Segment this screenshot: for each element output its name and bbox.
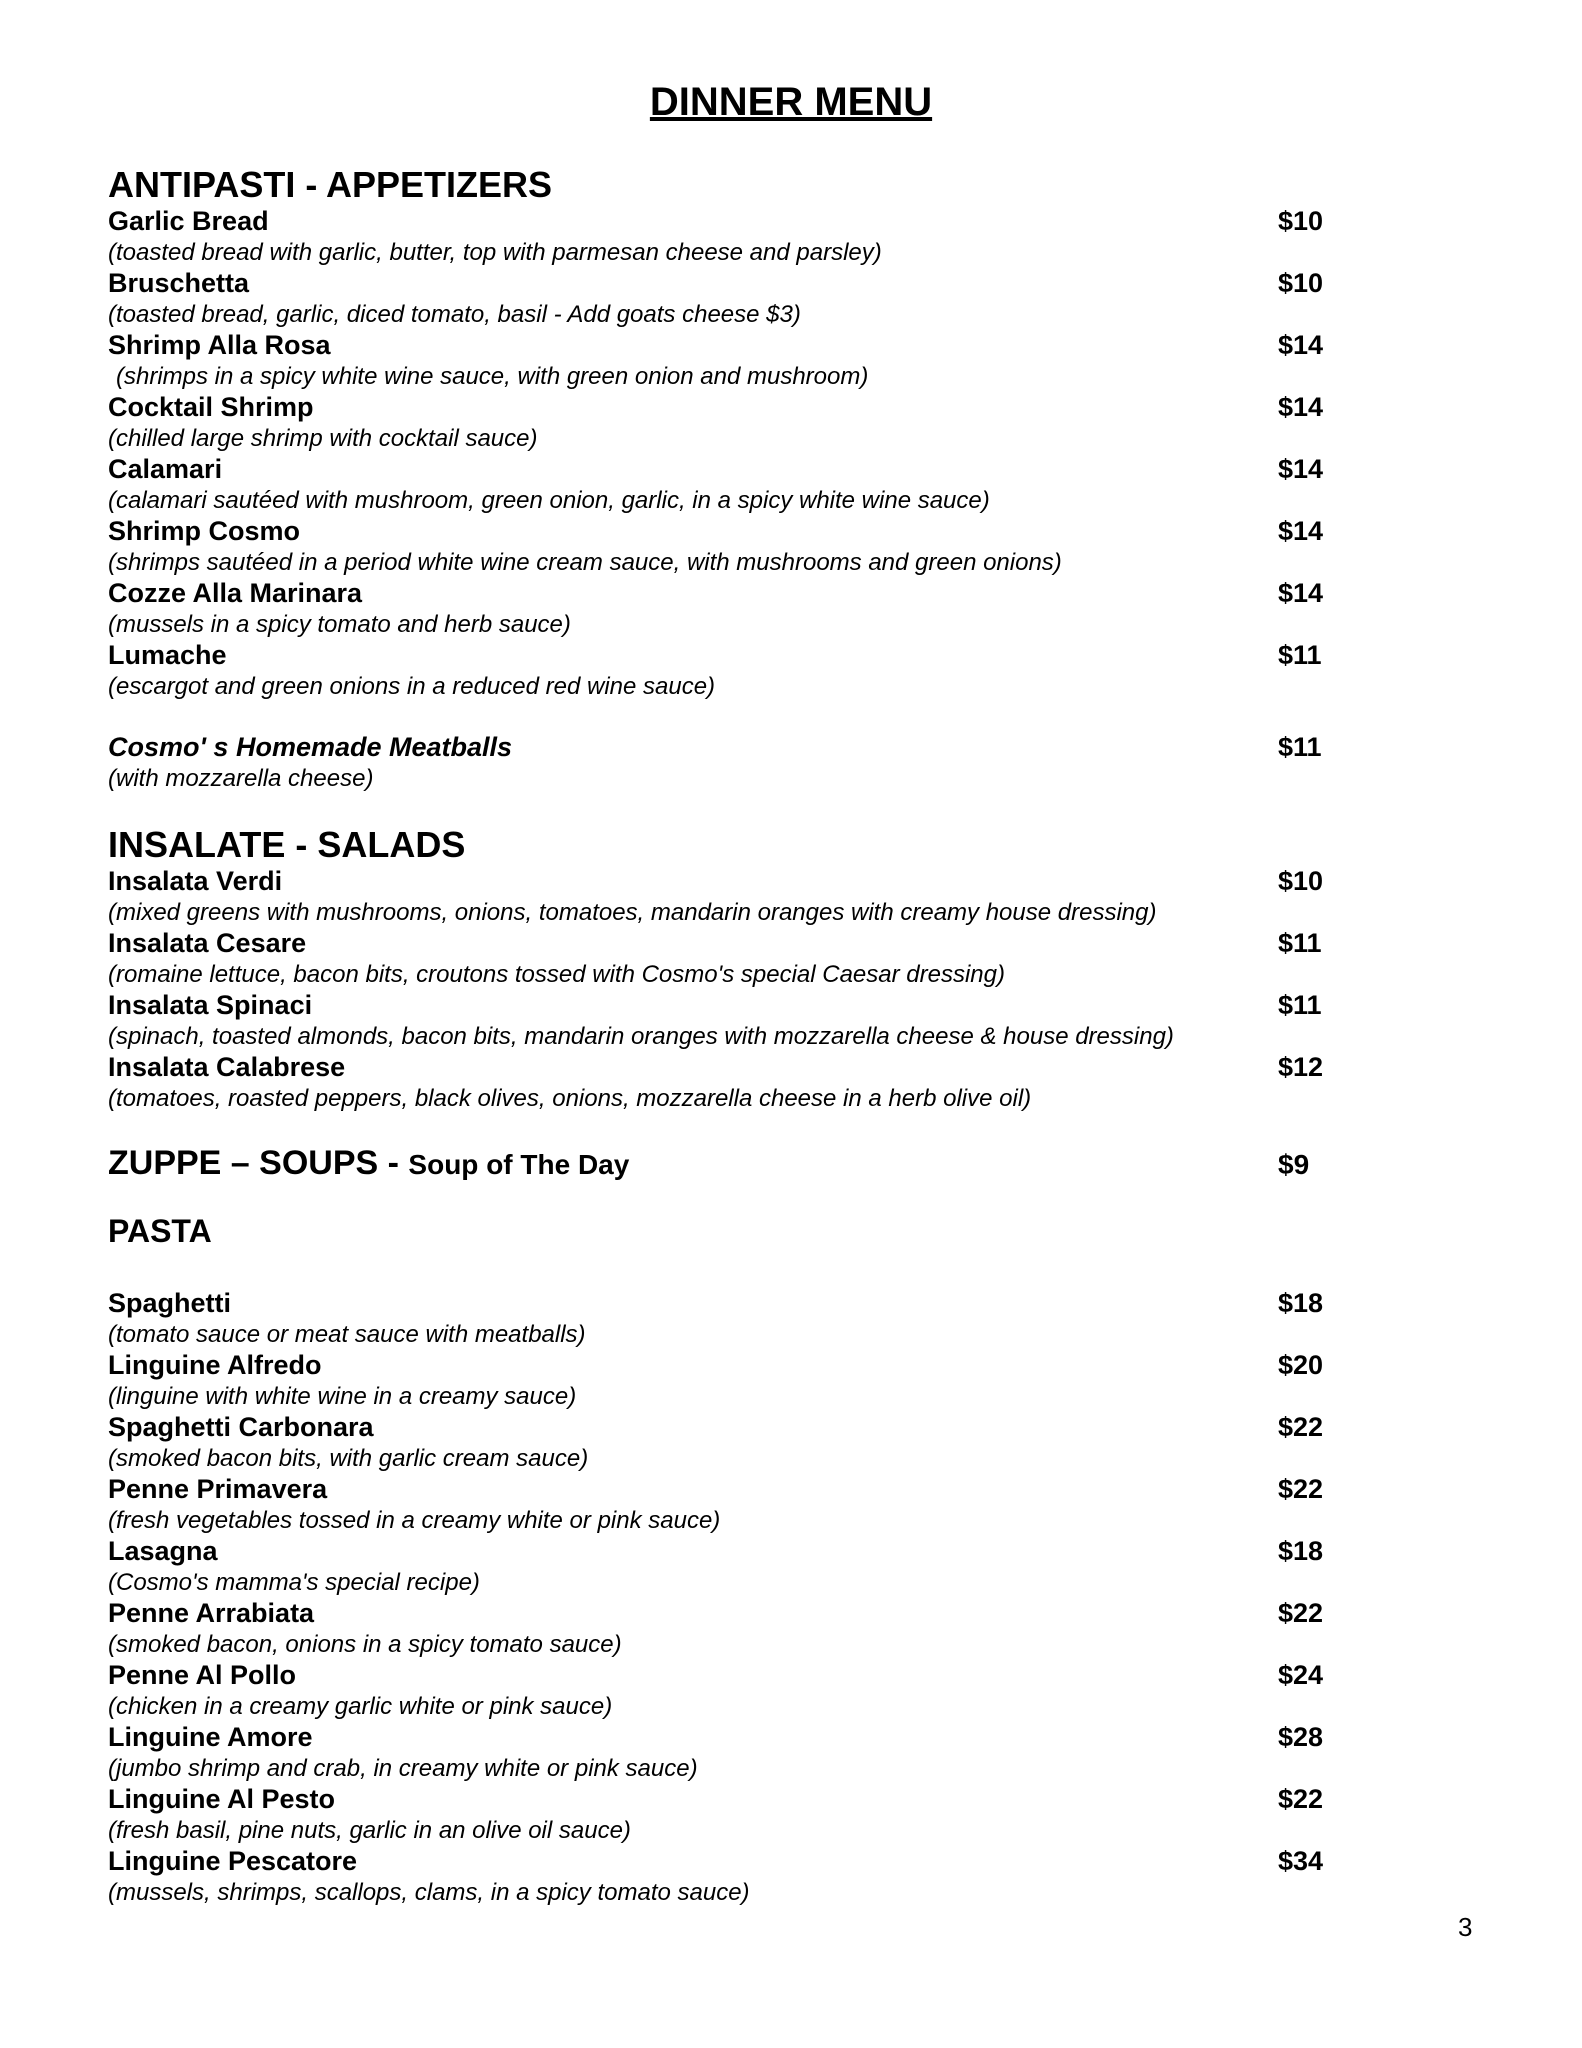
section-header-insalate: INSALATE - SALADS [108, 824, 466, 865]
item-price: $24 [1278, 1660, 1324, 1690]
item-name: Insalata Verdi [108, 866, 283, 896]
menu-item-homemade-meatballs [108, 732, 1338, 794]
item-description: (smoked bacon bits, with garlic cream sauce) [108, 1445, 589, 1472]
item-price: $22 [1278, 1412, 1324, 1442]
item-price: $22 [1278, 1598, 1324, 1628]
item-name: Insalata Spinaci [108, 990, 313, 1020]
item-name: Cozze Alla Marinara [108, 578, 363, 608]
item-description: (mixed greens with mushrooms, onions, tomatoes, mandarin oranges with creamy house dressing) [108, 899, 1157, 926]
item-name: Cocktail Shrimp [108, 392, 314, 422]
menu-item-spaghetti [108, 1288, 1338, 1350]
item-description: (spinach, toasted almonds, bacon bits, mandarin oranges with mozzarella cheese & house dressing) [108, 1023, 1174, 1050]
item-name: Cosmo' s Homemade Meatballs [108, 732, 513, 762]
menu-item-lumache [108, 640, 1338, 702]
item-description: (smoked bacon, onions in a spicy tomato sauce) [108, 1631, 622, 1658]
item-description: (fresh basil, pine nuts, garlic in an olive oil sauce) [108, 1817, 631, 1844]
menu-item-bruschetta [108, 268, 1338, 330]
item-price: $18 [1278, 1288, 1324, 1318]
item-name: Calamari [108, 454, 223, 484]
item-description: (jumbo shrimp and crab, in creamy white or pink sauce) [108, 1755, 698, 1782]
item-name: Insalata Calabrese [108, 1052, 346, 1082]
item-description: (mussels, shrimps, scallops, clams, in a spicy tomato sauce) [108, 1879, 750, 1906]
page-number: 3 [1458, 1912, 1473, 1942]
item-name: Penne Primavera [108, 1474, 328, 1504]
section-zuppe [108, 1144, 1338, 1188]
menu-item-linguine-pescatore [108, 1846, 1338, 1908]
item-name: Linguine Amore [108, 1722, 313, 1752]
item-description: (Cosmo's mamma's special recipe) [108, 1569, 480, 1596]
menu-item-linguine-alfredo [108, 1350, 1338, 1412]
item-description: (tomatoes, roasted peppers, black olives, onions, mozzarella cheese in a herb olive oil) [108, 1085, 1032, 1112]
item-name: Shrimp Cosmo [108, 516, 301, 546]
item-price: $14 [1278, 578, 1324, 608]
item-price: $14 [1278, 330, 1324, 360]
menu-item-penne-primavera [108, 1474, 1338, 1536]
item-price: $34 [1278, 1846, 1324, 1876]
item-name: Penne Al Pollo [108, 1660, 297, 1690]
item-name: Lumache [108, 640, 227, 670]
item-name: Linguine Al Pesto [108, 1784, 336, 1814]
item-name: Linguine Pescatore [108, 1846, 358, 1876]
item-price: $10 [1278, 866, 1324, 896]
item-description: (calamari sautéed with mushroom, green onion, garlic, in a spicy white wine sauce) [108, 487, 990, 514]
section-header-pasta: PASTA [108, 1213, 212, 1249]
item-description: (toasted bread, garlic, diced tomato, basil - Add goats cheese $3) [108, 301, 801, 328]
section-header-antipasti: ANTIPASTI - APPETIZERS [108, 164, 553, 205]
spacer [108, 1252, 1338, 1288]
soup-subtitle: Soup of The Day [408, 1149, 630, 1180]
menu-item-insalata-calabrese [108, 1052, 1338, 1114]
item-description: (shrimps in a spicy white wine sauce, with green onion and mushroom) [116, 363, 869, 390]
item-price: $10 [1278, 268, 1324, 298]
item-description: (mussels in a spicy tomato and herb sauce) [108, 611, 571, 638]
item-name: Garlic Bread [108, 206, 269, 236]
item-price: $20 [1278, 1350, 1324, 1380]
item-description: (chicken in a creamy garlic white or pink sauce) [108, 1693, 613, 1720]
item-price: $11 [1278, 928, 1322, 958]
item-name: Shrimp Alla Rosa [108, 330, 331, 360]
menu-item-shrimp-alla-rosa [108, 330, 1338, 392]
item-price: $11 [1278, 732, 1322, 762]
menu-item-cocktail-shrimp [108, 392, 1338, 454]
soup-price: $9 [1278, 1149, 1310, 1180]
item-description: (romaine lettuce, bacon bits, croutons tossed with Cosmo's special Caesar dressing) [108, 961, 1005, 988]
item-price: $14 [1278, 454, 1324, 484]
menu-content [108, 164, 1338, 1908]
menu-item-lasagna [108, 1536, 1338, 1598]
item-price: $22 [1278, 1784, 1324, 1814]
menu-item-cozze-alla-marinara [108, 578, 1338, 640]
item-price: $28 [1278, 1722, 1324, 1752]
item-price: $11 [1278, 990, 1322, 1020]
menu-item-penne-al-pollo [108, 1660, 1338, 1722]
menu-item-insalata-cesare [108, 928, 1338, 990]
spacer [108, 794, 1338, 824]
item-description: (tomato sauce or meat sauce with meatballs) [108, 1321, 586, 1348]
item-name: Penne Arrabiata [108, 1598, 315, 1628]
item-price: $22 [1278, 1474, 1324, 1504]
item-price: $12 [1278, 1052, 1324, 1082]
item-price: $18 [1278, 1536, 1324, 1566]
item-description: (escargot and green onions in a reduced red wine sauce) [108, 673, 716, 700]
item-description: (with mozzarella cheese) [108, 765, 374, 792]
menu-item-calamari [108, 454, 1338, 516]
item-price: $14 [1278, 516, 1324, 546]
item-price: $14 [1278, 392, 1324, 422]
item-description: (chilled large shrimp with cocktail sauce) [108, 425, 538, 452]
item-price: $10 [1278, 206, 1324, 236]
menu-item-spaghetti-carbonara [108, 1412, 1338, 1474]
spacer [108, 1114, 1338, 1144]
section-header-zuppe [108, 1144, 629, 1183]
menu-item-linguine-amore [108, 1722, 1338, 1784]
item-description: (linguine with white wine in a creamy sauce) [108, 1383, 577, 1410]
menu-item-insalata-verdi [108, 866, 1338, 928]
item-description: (shrimps sautéed in a period white wine cream sauce, with mushrooms and green onions) [108, 549, 1062, 576]
spacer [108, 702, 1338, 732]
menu-item-linguine-al-pesto [108, 1784, 1338, 1846]
menu-item-garlic-bread [108, 206, 1338, 268]
menu-item-penne-arrabiata [108, 1598, 1338, 1660]
soup-header: ZUPPE – SOUPS - [108, 1144, 399, 1182]
page-title: DINNER MENU [649, 80, 933, 124]
menu-item-insalata-spinaci [108, 990, 1338, 1052]
section-insalate [108, 824, 1338, 1114]
item-name: Lasagna [108, 1536, 218, 1566]
item-name: Bruschetta [108, 268, 250, 298]
item-name: Linguine Alfredo [108, 1350, 322, 1380]
item-name: Insalata Cesare [108, 928, 307, 958]
section-antipasti [108, 164, 1338, 794]
item-description: (toasted bread with garlic, butter, top with parmesan cheese and parsley) [108, 239, 882, 266]
item-name: Spaghetti [108, 1288, 232, 1318]
item-price: $11 [1278, 640, 1322, 670]
spacer [108, 1188, 1338, 1210]
section-pasta [108, 1210, 1338, 1908]
item-name: Spaghetti Carbonara [108, 1412, 374, 1442]
item-description: (fresh vegetables tossed in a creamy white or pink sauce) [108, 1507, 721, 1534]
menu-item-shrimp-cosmo [108, 516, 1338, 578]
